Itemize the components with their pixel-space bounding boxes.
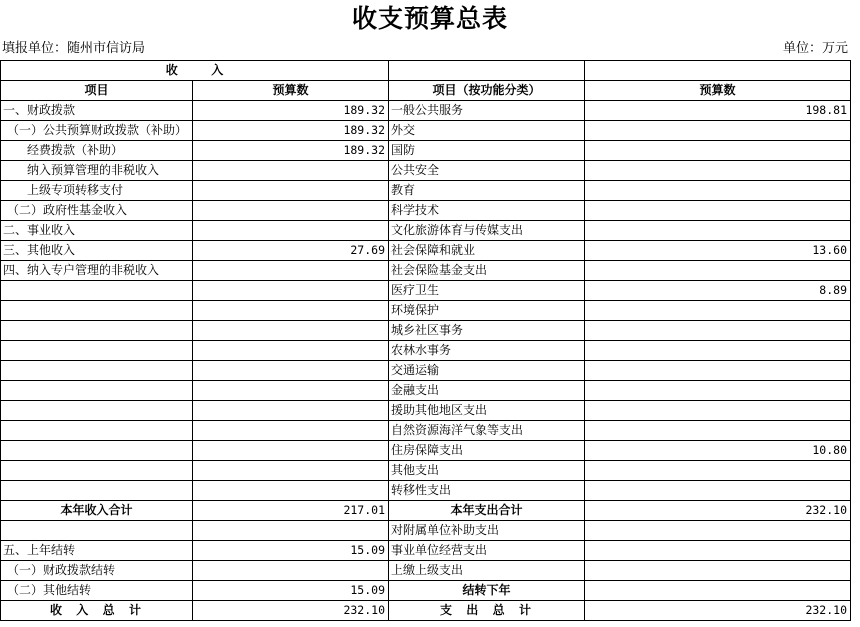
expense-amount-header: 预算数 <box>585 81 851 101</box>
expense-amount-cell <box>585 301 851 321</box>
currency-unit-label: 单位：万元 <box>782 41 848 56</box>
income-item-cell: 二、事业收入 <box>1 221 193 241</box>
blank-cell <box>389 61 585 81</box>
income-item-cell: 本年收入合计 <box>1 501 193 521</box>
income-item-cell <box>1 301 193 321</box>
income-amount-cell: 189.32 <box>193 101 389 121</box>
table-row <box>1 301 851 321</box>
income-amount-cell: 27.69 <box>193 241 389 261</box>
income-item-cell: （一）公共预算财政拨款（补助） <box>1 121 193 141</box>
expense-item-cell: 住房保障支出 <box>389 441 585 461</box>
expense-amount-cell <box>585 581 851 601</box>
blank-cell <box>585 61 851 81</box>
table-row <box>1 381 851 401</box>
expense-item-cell: 对附属单位补助支出 <box>389 521 585 541</box>
table-row <box>1 161 851 181</box>
income-item-cell: 四、纳入专户管理的非税收入 <box>1 261 193 281</box>
expense-item-cell: 农林水事务 <box>389 341 585 361</box>
expense-amount-cell <box>585 321 851 341</box>
table-row <box>1 341 851 361</box>
table-row <box>1 101 851 121</box>
table-row <box>1 561 851 581</box>
income-amount-cell: 232.10 <box>193 601 389 621</box>
expense-item-cell: 国防 <box>389 141 585 161</box>
expense-amount-cell <box>585 561 851 581</box>
expense-amount-cell: 232.10 <box>585 601 851 621</box>
table-row <box>1 121 851 141</box>
income-item-cell: （一）财政拨款结转 <box>1 561 193 581</box>
expense-item-cell: 交通运输 <box>389 361 585 381</box>
income-amount-cell <box>193 341 389 361</box>
expense-item-cell: 事业单位经营支出 <box>389 541 585 561</box>
income-item-cell <box>1 401 193 421</box>
table-row <box>1 221 851 241</box>
table-row <box>1 141 851 161</box>
expense-amount-cell <box>585 401 851 421</box>
table-row <box>1 281 851 301</box>
income-amount-cell <box>193 261 389 281</box>
page-title: 收支预算总表 <box>351 4 508 33</box>
income-amount-cell <box>193 461 389 481</box>
income-item-cell <box>1 421 193 441</box>
expense-amount-cell <box>585 341 851 361</box>
expense-item-cell: 环境保护 <box>389 301 585 321</box>
table-row <box>1 601 851 621</box>
expense-amount-cell <box>585 161 851 181</box>
expense-amount-cell <box>585 181 851 201</box>
table-row <box>1 441 851 461</box>
expense-item-cell: 自然资源海洋气象等支出 <box>389 421 585 441</box>
expense-amount-cell <box>585 141 851 161</box>
income-section-header: 收 入 <box>1 61 389 81</box>
expense-item-cell: 本年支出合计 <box>389 501 585 521</box>
income-item-cell: （二）政府性基金收入 <box>1 201 193 221</box>
expense-item-cell: 援助其他地区支出 <box>389 401 585 421</box>
expense-item-cell: 教育 <box>389 181 585 201</box>
income-amount-cell: 15.09 <box>193 541 389 561</box>
expense-item-header: 项目（按功能分类） <box>389 81 585 101</box>
income-amount-cell <box>193 421 389 441</box>
table-row <box>1 201 851 221</box>
income-amount-cell <box>193 181 389 201</box>
income-amount-cell <box>193 301 389 321</box>
table-row <box>1 361 851 381</box>
expense-item-cell: 其他支出 <box>389 461 585 481</box>
income-amount-cell <box>193 161 389 181</box>
expense-amount-cell <box>585 461 851 481</box>
income-item-header: 项目 <box>1 81 193 101</box>
income-item-cell: 纳入预算管理的非税收入 <box>1 161 193 181</box>
table-row <box>1 461 851 481</box>
income-amount-cell <box>193 361 389 381</box>
income-item-cell: 经费拨款（补助） <box>1 141 193 161</box>
income-amount-cell <box>193 221 389 241</box>
income-item-cell <box>1 481 193 501</box>
expense-item-cell: 转移性支出 <box>389 481 585 501</box>
income-item-cell: 上级专项转移支付 <box>1 181 193 201</box>
income-item-cell <box>1 381 193 401</box>
expense-amount-cell: 232.10 <box>585 501 851 521</box>
expense-amount-cell <box>585 421 851 441</box>
expense-amount-cell <box>585 121 851 141</box>
expense-amount-cell <box>585 201 851 221</box>
expense-amount-cell <box>585 261 851 281</box>
expense-amount-cell <box>585 521 851 541</box>
income-amount-cell <box>193 201 389 221</box>
expense-item-cell: 医疗卫生 <box>389 281 585 301</box>
expense-item-cell: 文化旅游体育与传媒支出 <box>389 221 585 241</box>
income-amount-cell: 189.32 <box>193 121 389 141</box>
expense-item-cell: 一般公共服务 <box>389 101 585 121</box>
expense-amount-cell <box>585 541 851 561</box>
expense-amount-cell <box>585 481 851 501</box>
table-row <box>1 321 851 341</box>
expense-amount-cell: 198.81 <box>585 101 851 121</box>
income-amount-cell <box>193 481 389 501</box>
income-amount-cell <box>193 401 389 421</box>
table-row <box>1 261 851 281</box>
column-header-row <box>1 81 851 101</box>
expense-item-cell: 公共安全 <box>389 161 585 181</box>
expense-amount-cell <box>585 381 851 401</box>
expense-item-cell: 城乡社区事务 <box>389 321 585 341</box>
table-row <box>1 581 851 601</box>
table-row <box>1 541 851 561</box>
table-row <box>1 401 851 421</box>
income-item-cell: 五、上年结转 <box>1 541 193 561</box>
income-amount-header: 预算数 <box>193 81 389 101</box>
income-amount-cell <box>193 441 389 461</box>
table-row <box>1 501 851 521</box>
table-row <box>1 181 851 201</box>
expense-amount-cell: 10.80 <box>585 441 851 461</box>
income-amount-cell: 189.32 <box>193 141 389 161</box>
income-item-cell <box>1 461 193 481</box>
table-row <box>1 481 851 501</box>
expense-item-cell: 金融支出 <box>389 381 585 401</box>
budget-table <box>0 60 851 621</box>
table-row <box>1 521 851 541</box>
income-item-cell <box>1 321 193 341</box>
expense-amount-cell: 8.89 <box>585 281 851 301</box>
expense-item-cell: 社会保障和就业 <box>389 241 585 261</box>
income-amount-cell <box>193 381 389 401</box>
expense-item-cell: 外交 <box>389 121 585 141</box>
table-row <box>1 421 851 441</box>
income-item-cell <box>1 281 193 301</box>
expense-item-cell: 结转下年 <box>389 581 585 601</box>
income-amount-cell <box>193 521 389 541</box>
income-item-cell <box>1 361 193 381</box>
expense-item-cell: 上缴上级支出 <box>389 561 585 581</box>
income-header-row <box>1 61 851 81</box>
reporting-unit-label: 填报单位：随州市信访局 <box>2 41 146 56</box>
expense-amount-cell <box>585 221 851 241</box>
income-item-cell: 收 入 总 计 <box>1 601 193 621</box>
income-amount-cell <box>193 281 389 301</box>
income-amount-cell <box>193 321 389 341</box>
table-row <box>1 241 851 261</box>
income-item-cell <box>1 521 193 541</box>
expense-amount-cell <box>585 361 851 381</box>
income-amount-cell: 217.01 <box>193 501 389 521</box>
income-amount-cell <box>193 561 389 581</box>
expense-amount-cell: 13.60 <box>585 241 851 261</box>
expense-item-cell: 支 出 总 计 <box>389 601 585 621</box>
income-item-cell <box>1 441 193 461</box>
income-amount-cell: 15.09 <box>193 581 389 601</box>
expense-item-cell: 社会保险基金支出 <box>389 261 585 281</box>
income-item-cell: 一、财政拨款 <box>1 101 193 121</box>
income-item-cell: （二）其他结转 <box>1 581 193 601</box>
expense-item-cell: 科学技术 <box>389 201 585 221</box>
income-item-cell: 三、其他收入 <box>1 241 193 261</box>
income-item-cell <box>1 341 193 361</box>
